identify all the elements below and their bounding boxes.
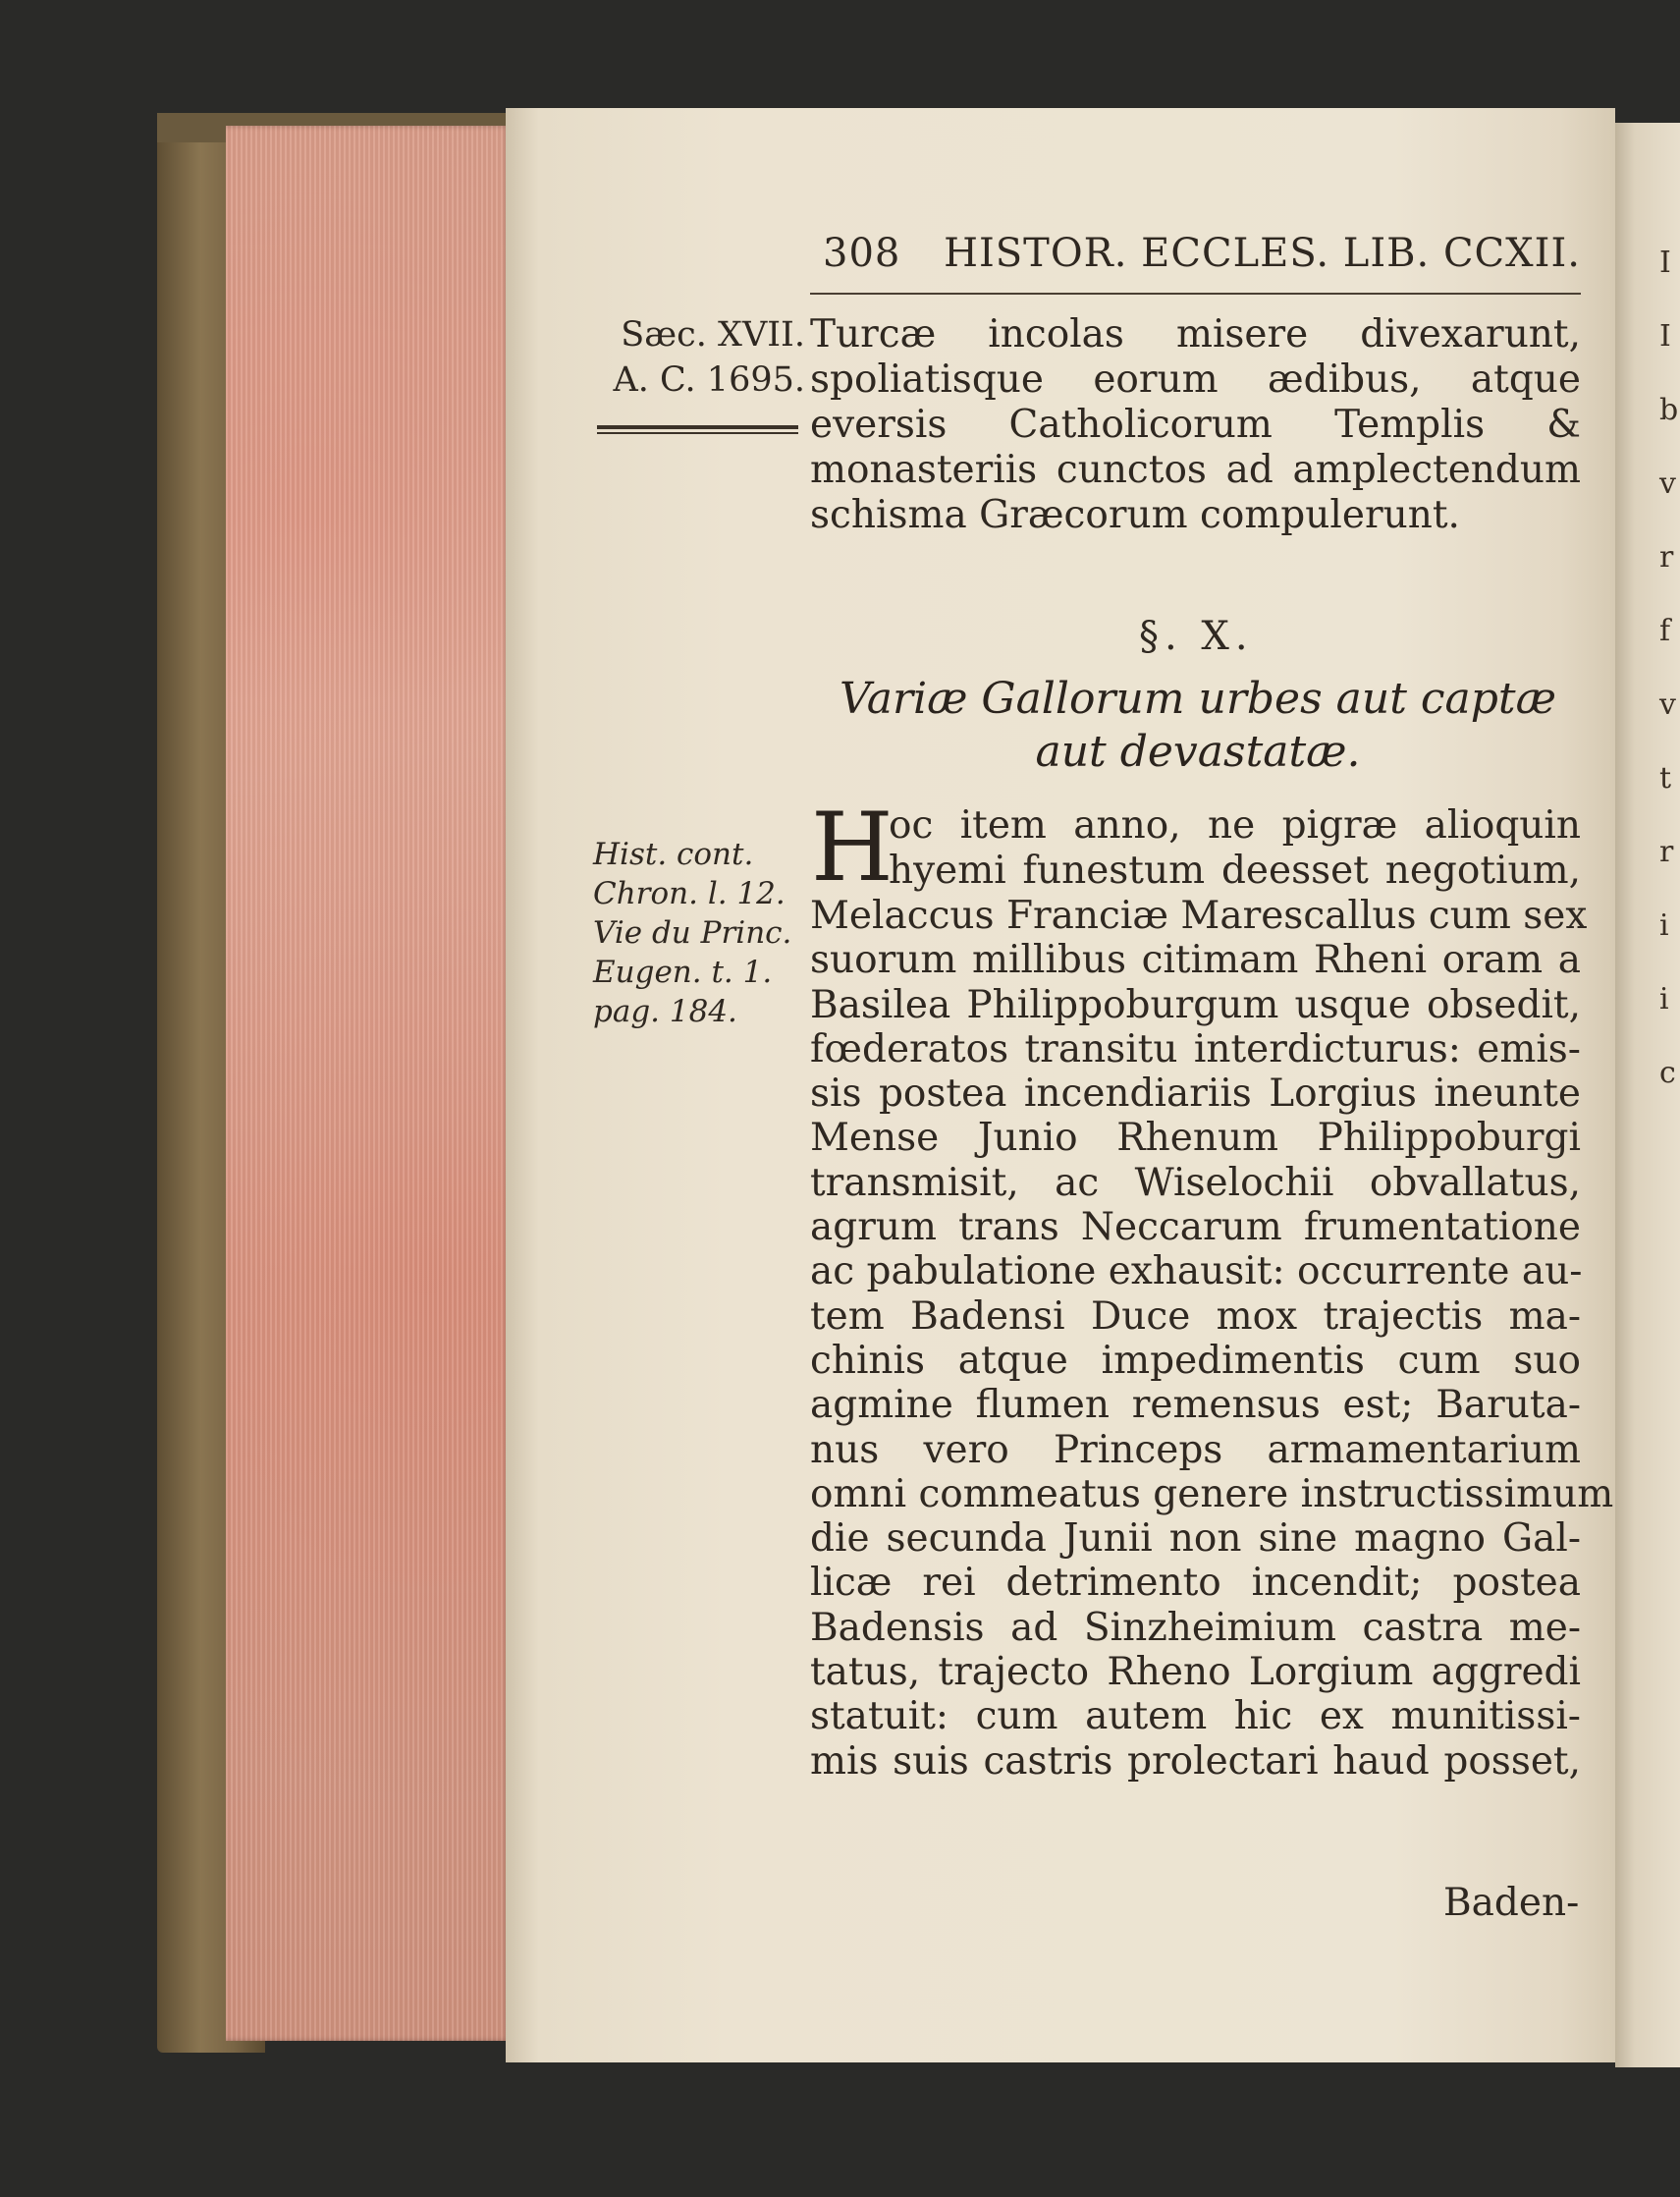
margin-year: A. C. 1695. bbox=[613, 360, 805, 400]
text-line: tem Badensi Duce mox trajectis ma- bbox=[810, 1293, 1581, 1339]
text-line: die secunda Junii non sine magno Gal- bbox=[810, 1516, 1581, 1562]
text-line: licæ rei detrimento incendit; postea bbox=[810, 1561, 1581, 1606]
page-number: 308 bbox=[823, 231, 901, 276]
header-rule bbox=[810, 293, 1581, 295]
margin-date-note bbox=[594, 312, 805, 403]
text-line: ac pabulatione exhausit: occurrente au- bbox=[810, 1249, 1583, 1294]
text-line: Basilea Philippoburgum usque obsedit, bbox=[810, 982, 1581, 1027]
text-line: Badensis ad Sinzheimium castra me- bbox=[810, 1605, 1581, 1650]
marginal-citation: Hist. cont. Chron. l. 12. Vie du Princ. Eugen. t. 1. pag. 184. bbox=[593, 837, 792, 1029]
text-line: nus vero Princeps armamentarium bbox=[810, 1427, 1581, 1472]
text-line: Melaccus Franciæ Marescallus cum sex bbox=[810, 894, 1588, 938]
text-line: agmine flumen remensus est; Baruta- bbox=[810, 1383, 1581, 1428]
text-line: sis postea incendiariis Lorgius ineunte bbox=[810, 1071, 1581, 1117]
text-line: suorum millibus citimam Rheni oram a bbox=[810, 938, 1581, 983]
facing-page-letters: I I b v r f v t r i i c bbox=[1659, 246, 1679, 1090]
text-line: mis suis castris prolectari haud posset, bbox=[810, 1738, 1581, 1784]
margin-century: Sæc. XVII. bbox=[621, 315, 805, 355]
running-header bbox=[823, 231, 1581, 276]
text-line: statuit: cum autem hic ex munitissi- bbox=[810, 1694, 1581, 1739]
text-line: chinis atque impedimentis cum suo bbox=[810, 1338, 1581, 1383]
text-line: transmisit, ac Wiselochii obvallatus, bbox=[810, 1160, 1581, 1205]
page-edges bbox=[226, 126, 511, 2041]
section-title: Variæ Gallorum urbes aut captæ aut devastatæ. bbox=[840, 674, 1556, 777]
section-number: §. X. bbox=[1139, 614, 1254, 659]
text-line: fœderatos transitu interdicturus: emis- bbox=[810, 1026, 1581, 1071]
drop-initial: H bbox=[811, 793, 894, 903]
paragraph-opening: oc item anno, ne pigræ alioquin hyemi funestum deesset negotium, bbox=[889, 803, 1581, 893]
running-title: HISTOR. ECCLES. LIB. CCXII. bbox=[944, 231, 1581, 276]
catchword: Baden- bbox=[1443, 1881, 1580, 1925]
margin-ornament bbox=[597, 425, 798, 437]
text-line: tatus, trajecto Rheno Lorgium aggredi bbox=[810, 1650, 1581, 1695]
text-line: agrum trans Neccarum frumentatione bbox=[810, 1205, 1581, 1250]
intro-paragraph: Turcæ incolas misere divexarunt, spoliatisque eorum ædibus, atque eversis Catholicorum Templis & monasteriis cunctos ad amplectendum schisma Græcorum compulerunt. bbox=[810, 312, 1581, 537]
main-paragraph bbox=[810, 894, 1614, 1784]
text-line: omni commeatus genere instructissimum bbox=[810, 1471, 1614, 1516]
text-line: Mense Junio Rhenum Philippoburgi bbox=[810, 1116, 1581, 1161]
